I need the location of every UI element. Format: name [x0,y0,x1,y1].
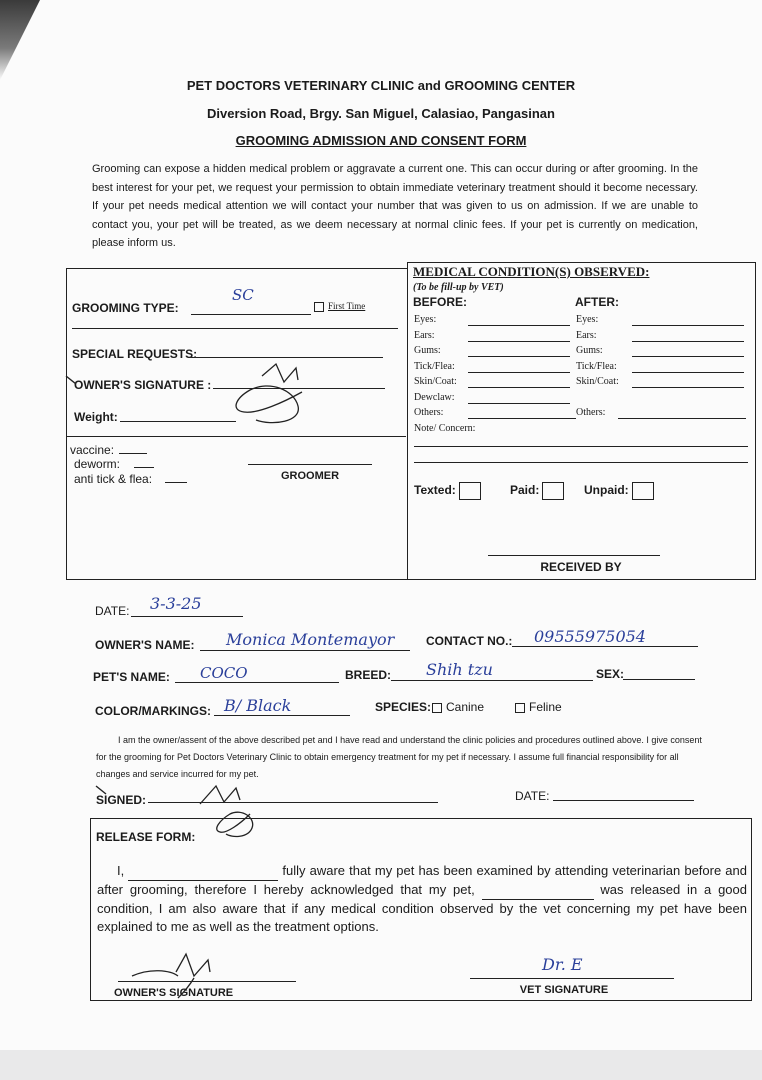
unpaid-checkbox[interactable] [632,482,654,500]
pet-name-value[interactable]: COCO [200,664,248,682]
before-item-line[interactable] [468,372,570,373]
color-markings-label: COLOR/MARKINGS: [95,704,211,718]
after-item-line[interactable] [618,418,746,419]
after-item-line[interactable] [632,325,744,326]
before-item-line[interactable] [468,418,576,419]
grooming-type-line [191,314,311,315]
date-line [131,616,243,617]
after-item-label: Eyes: [576,314,599,325]
after-item-line[interactable] [632,356,744,357]
received-by-label: RECEIVED BY [540,560,622,574]
feline-checkbox[interactable] [515,703,525,713]
paid-group [510,482,564,500]
before-item-label: Dewclaw: [414,391,455,403]
signed-label: SIGNED: [96,793,147,807]
before-item-label: Eyes: [414,314,437,325]
before-item-line[interactable] [468,341,570,342]
note-line-1[interactable] [414,446,748,447]
owner-name-line [200,650,410,651]
species-feline-option[interactable] [515,700,562,714]
owner-signature-label: OWNER'S SIGNATURE : [74,378,212,392]
after-item-line[interactable] [632,372,744,373]
unpaid-group [584,482,654,500]
vet-signature-label: VET SIGNATURE [519,984,609,996]
contact-label: CONTACT NO.: [426,634,513,648]
sex-line[interactable] [623,679,695,680]
after-item-label: Skin/Coat: [576,376,619,387]
page-corner-shadow [0,0,40,80]
species-canine-option[interactable] [432,700,484,714]
deworm-label: deworm: [74,457,121,471]
after-item-label: Ears: [576,329,597,341]
before-item-label: Skin/Coat: [414,376,457,387]
before-item-line[interactable] [468,325,570,326]
release-text-3: was released in a good condition, I am also aware that if any medical condition observed by the vet concerning my pet have been explained to me as well as the treatment options. [97,882,747,934]
groomer-label: GROOMER [280,470,340,482]
vaccine-line[interactable] [119,453,147,454]
clinic-address: Diversion Road, Brgy. San Miguel, Calasiao, Pangasinan [207,106,555,121]
medical-condition-box [407,262,756,580]
release-text-2: fully aware that my pet has been examined by attending veterinarian before and after grooming, therefore I hereby acknowledged that my pet, [97,863,747,897]
groomer-line[interactable] [248,464,372,465]
after-item-line[interactable] [632,387,744,388]
grooming-type-extra-line [72,328,398,329]
canine-checkbox[interactable] [432,703,442,713]
release-pet-name-blank[interactable] [482,881,594,900]
release-owner-name-blank[interactable] [128,862,278,881]
anti-tick-line[interactable] [165,482,187,483]
date-value[interactable]: 3-3-25 [150,594,202,613]
release-paragraph [97,862,747,936]
after-item-label: Others: [576,407,606,418]
left-panel-divider [67,436,406,437]
grooming-type-label: GROOMING TYPE: [72,301,179,315]
species-label: SPECIES: [375,700,432,714]
form-title: GROOMING ADMISSION AND CONSENT FORM [235,133,527,148]
anti-tick-label: anti tick & flea: [74,472,153,486]
received-by-line[interactable] [488,555,660,556]
feline-label: Feline [529,700,562,714]
owner-name-label: OWNER'S NAME: [95,638,195,652]
first-time-checkbox[interactable] [314,302,324,312]
medical-condition-subtitle: (To be fill-up by VET) [413,282,504,293]
after-label: AFTER: [575,295,619,309]
paid-label: Paid: [510,483,540,498]
note-line-2[interactable] [414,462,748,463]
pet-name-label: PET'S NAME: [93,670,170,684]
clinic-name: PET DOCTORS VETERINARY CLINIC and GROOMING CENTER [186,78,576,93]
before-item-label: Others: [414,407,444,418]
contact-value[interactable]: 09555975054 [534,627,646,646]
vaccine-label: vaccine: [70,443,115,457]
color-markings-value[interactable]: B/ Black [224,696,292,715]
intro-paragraph: Grooming can expose a hidden medical problem or aggravate a current one. This can occur during or after grooming. In the best interest for your pet, we request your permission to obtain immediate veterinary treatment should it become necessary. If your pet needs medical attention we will contact your number that was given to us on admission. If we are unable to contact you, your pet will be treated, as we deem necessary at normal clinic fees. If your pet is currently on medication, please inform us. [92,163,698,249]
first-time-checkbox-group [314,301,365,312]
before-item-label: Tick/Flea: [414,360,455,372]
unpaid-label: Unpaid: [584,483,629,498]
medical-condition-title: MEDICAL CONDITION(S) OBSERVED: [413,264,650,279]
special-requests-label: SPECIAL REQUESTS: [72,347,198,361]
before-item-line[interactable] [468,403,570,404]
signed-date-line[interactable] [553,800,694,801]
breed-value[interactable]: Shih tzu [426,660,493,679]
vet-signature-value: Dr. E [542,955,583,974]
after-item-label: Gums: [576,345,603,356]
color-markings-line [214,715,350,716]
before-item-label: Ears: [414,329,435,341]
deworm-line[interactable] [134,467,154,468]
canine-label: Canine [446,700,485,714]
release-form-title: RELEASE FORM: [96,830,196,844]
after-item-label: Tick/Flea: [576,360,617,372]
note-concern-label: Note/ Concern: [414,423,476,434]
breed-line [391,680,593,681]
vet-signature-line[interactable] [470,978,674,979]
special-requests-line[interactable] [188,357,383,358]
grooming-type-value[interactable]: SC [232,286,254,304]
before-item-label: Gums: [414,345,441,356]
breed-label: BREED: [345,668,392,682]
texted-checkbox[interactable] [459,482,481,500]
release-text-1: I, [117,863,129,878]
paid-checkbox[interactable] [542,482,564,500]
pet-name-line [175,682,339,683]
after-item-line[interactable] [632,341,744,342]
first-time-label: First Time [328,301,366,311]
signed-date-label: DATE: [515,789,550,803]
before-label: BEFORE: [413,295,467,309]
before-item-line[interactable] [468,356,570,357]
weight-label: Weight: [74,410,118,424]
contact-line [512,646,698,647]
consent-paragraph: I am the owner/assent of the above described pet and I have read and understand the clinic policies and procedures outlined above. I give consent for the grooming for Pet Doctors Veterinary Clinic to obtain emergency treatment for my pet if necessary. I assume full financial responsibility for all changes and service incurred for my pet. [96,735,702,779]
weight-line[interactable] [120,421,236,422]
before-item-line[interactable] [468,387,570,388]
texted-label: Texted: [414,483,456,498]
texted-group [414,482,481,500]
owner-name-value[interactable]: Monica Montemayor [226,630,395,649]
sex-label: SEX: [596,667,625,681]
release-owner-signature-label: OWNER'S SIGNATURE [114,987,234,999]
date-label: DATE: [95,604,130,618]
